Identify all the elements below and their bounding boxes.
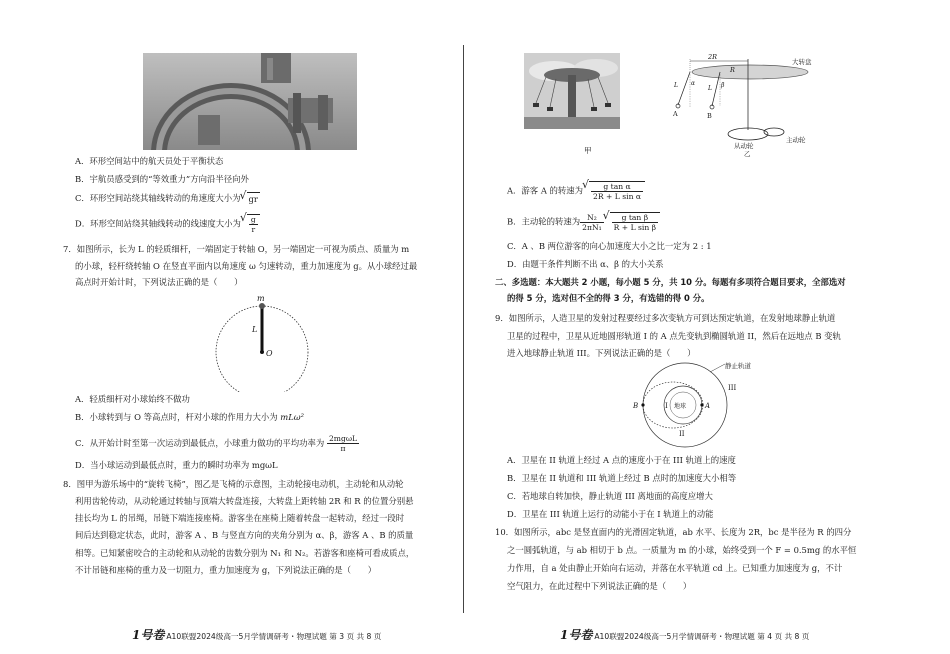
q8-stem-line4: 间后达到稳定状态，此时，游客 A 、B 与竖直方向的夹角分别为 α、β，游客 A 、B 的质量: [75, 530, 414, 540]
q8-option-d: D．由题干条件判断不出 α、β 的大小关系: [507, 259, 664, 269]
section-2-heading-line2: 的得 5 分，选对但不全的得 3 分，有选错的得 0 分。: [507, 293, 710, 303]
sqrt-expr: √ $\frac{\text{g tan α}}{\text{2R + L sin α}}$: [589, 181, 645, 201]
q6-option-c: C．环形空间站绕其轴线转动的角速度大小为√ gr: [75, 192, 260, 205]
q10-stem-line1: 10．如图所示，abc 是竖直面内的光滑固定轨道，ab 水平、长度为 2R，bc 是半径为 R 的四分: [495, 527, 852, 537]
q8-stem-line5: 相等。已知紧密咬合的主动轮和从动轮的齿数分别为 N₁ 和 N₂。若游客和座椅可看成质点，: [75, 548, 415, 558]
q9-orbit-figure: 静止轨道 III I 地球 A B II: [625, 360, 775, 450]
q9-stem-line1: 9．如图所示，人造卫星的发射过程要经过多次变轨方可到达预定轨道，在发射地球静止轨道: [495, 313, 836, 323]
q7-stem-line2: 的小球，轻杆绕转轴 O 在竖直平面内以角速度 ω 匀速转动，重力加速度为 g。从小球经过最: [75, 261, 418, 271]
swing-ride-photo: [524, 53, 620, 129]
sqrt-expr: √ $\frac{g}{r}$: [247, 214, 260, 234]
q7-option-b: B．小球转到与 O 等高点时，杆对小球的作用力大小为 mLω²: [75, 412, 304, 422]
footer-left: 1号卷 A10联盟2024级高一5月学情调研考・物理试题 第 3 页 共 8 页: [132, 628, 382, 642]
page-divider: [463, 45, 464, 613]
q8-option-b: B．主动轮的转速为 $\frac{\text{N₂}}{\text{2πN₁}}$ √ $\frac{\text{g tan β}}{\text{R + L sin β}}$: [507, 212, 660, 232]
q7-option-d: D．当小球运动到最低点时，重力的瞬时功率为 mgωL: [75, 460, 278, 470]
q9-stem-line2: 卫星的过程中，卫星从近地圆形轨道 I 的 A 点先变轨到椭圆轨道 II，然后在远地点 B 变轨: [507, 331, 841, 341]
q10-stem-line4: 空气阻力，在此过程中下列说法正确的是（ ）: [507, 581, 692, 591]
q8-stem-line6: 不计吊链和座椅的重力及一切阻力，重力加速度为 g，下列说法正确的是（ ）: [75, 565, 377, 575]
q8-stem-line2: 利用齿轮传动，从动轮通过转轴与顶端大转盘连接，大转盘上距转轴 2R 和 R 的位置分别悬: [75, 496, 414, 506]
fig-label-jia: 甲: [584, 146, 592, 155]
q7-stem-line3: 高点时开始计时，下列说法正确的是（ ）: [75, 277, 243, 287]
q8-stem-line3: 挂长均为 L 的吊绳，吊链下端连接座椅。游客坐在座椅上随着转盘一起转动，经过一段时: [75, 513, 405, 523]
q9-option-c: C．若地球自转加快，静止轨道 III 离地面的高度应增大: [507, 491, 713, 501]
footer-right: 1号卷 A10联盟2024级高一5月学情调研考・物理试题 第 4 页 共 8 页: [560, 628, 810, 642]
q8-option-c: C．A 、B 两位游客的向心加速度大小之比一定为 2 : 1: [507, 241, 712, 251]
swing-ride-diagram: 2R R 大转盘 α β L L A B 从动轮 主动轮 乙: [673, 53, 812, 158]
right-page: [475, 0, 950, 654]
section-2-heading: 二、多选题：本大题共 2 小题，每小题 5 分，共 10 分。每题有多项符合题目要求，全部选对: [495, 277, 846, 287]
q8-option-a: A．游客 A 的转速为 √ $\frac{\text{g tan α}}{\text{2R + L sin α}}$: [507, 181, 645, 201]
q6-option-d: D．环形空间站绕其轴线转动的线速度大小为 √ $\frac{g}{r}$: [75, 214, 260, 234]
q9-option-a: A．卫星在 II 轨道上经过 A 点的速度小于在 III 轨道上的速度: [507, 455, 736, 465]
q10-stem-line2: 之一圆弧轨道，与 ab 相切于 b 点。一质量为 m 的小球，始终受到一个 F = 0.5mg 的水平恒: [507, 545, 857, 555]
sqrt-expr: √ gr: [247, 192, 260, 205]
q6-option-b: B．宇航员感受到的“等效重力”方向沿半径向外: [75, 174, 249, 184]
brand-logo: 1号卷: [560, 628, 593, 642]
q7-option-a: A．轻质细杆对小球始终不做功: [75, 394, 190, 404]
space-station-photo: [143, 53, 357, 150]
q9-option-b: B．卫星在 II 轨道和 III 轨道上经过 B 点时的加速度大小相等: [507, 473, 737, 483]
q7-option-c: C．从开始计时至第一次运动到最低点，小球重力做功的平均功率为 $\frac{\text{2mgωL}}{\pi}$: [75, 434, 358, 453]
q10-stem-line3: 力作用，自 a 处由静止开始向右运动，并落在水平轨道 cd 上。已知重力加速度为 g，不计: [507, 563, 843, 573]
q7-rod-figure: m L O: [200, 292, 330, 392]
q6-option-a: A．环形空间站中的航天员处于平衡状态: [75, 156, 224, 166]
brand-logo: 1号卷: [132, 628, 165, 642]
q9-option-d: D．卫星在 III 轨道上运行的动能小于在 I 轨道上的动能: [507, 509, 714, 519]
q7-stem-line1: 7．如图所示，长为 L 的轻质细杆，一端固定于转轴 O，另一端固定一可视为质点、质量为 m: [63, 244, 410, 254]
sqrt-expr: √ $\frac{\text{g tan β}}{\text{R + L sin β}}$: [610, 212, 660, 232]
q9-stem-line3: 进入地球静止轨道 III。下列说法正确的是（ ）: [507, 348, 696, 358]
q8-stem-line1: 8．图甲为游乐场中的“旋转飞椅”，图乙是飞椅的示意图，主动轮接电动机，主动轮和从动轮: [63, 479, 404, 489]
